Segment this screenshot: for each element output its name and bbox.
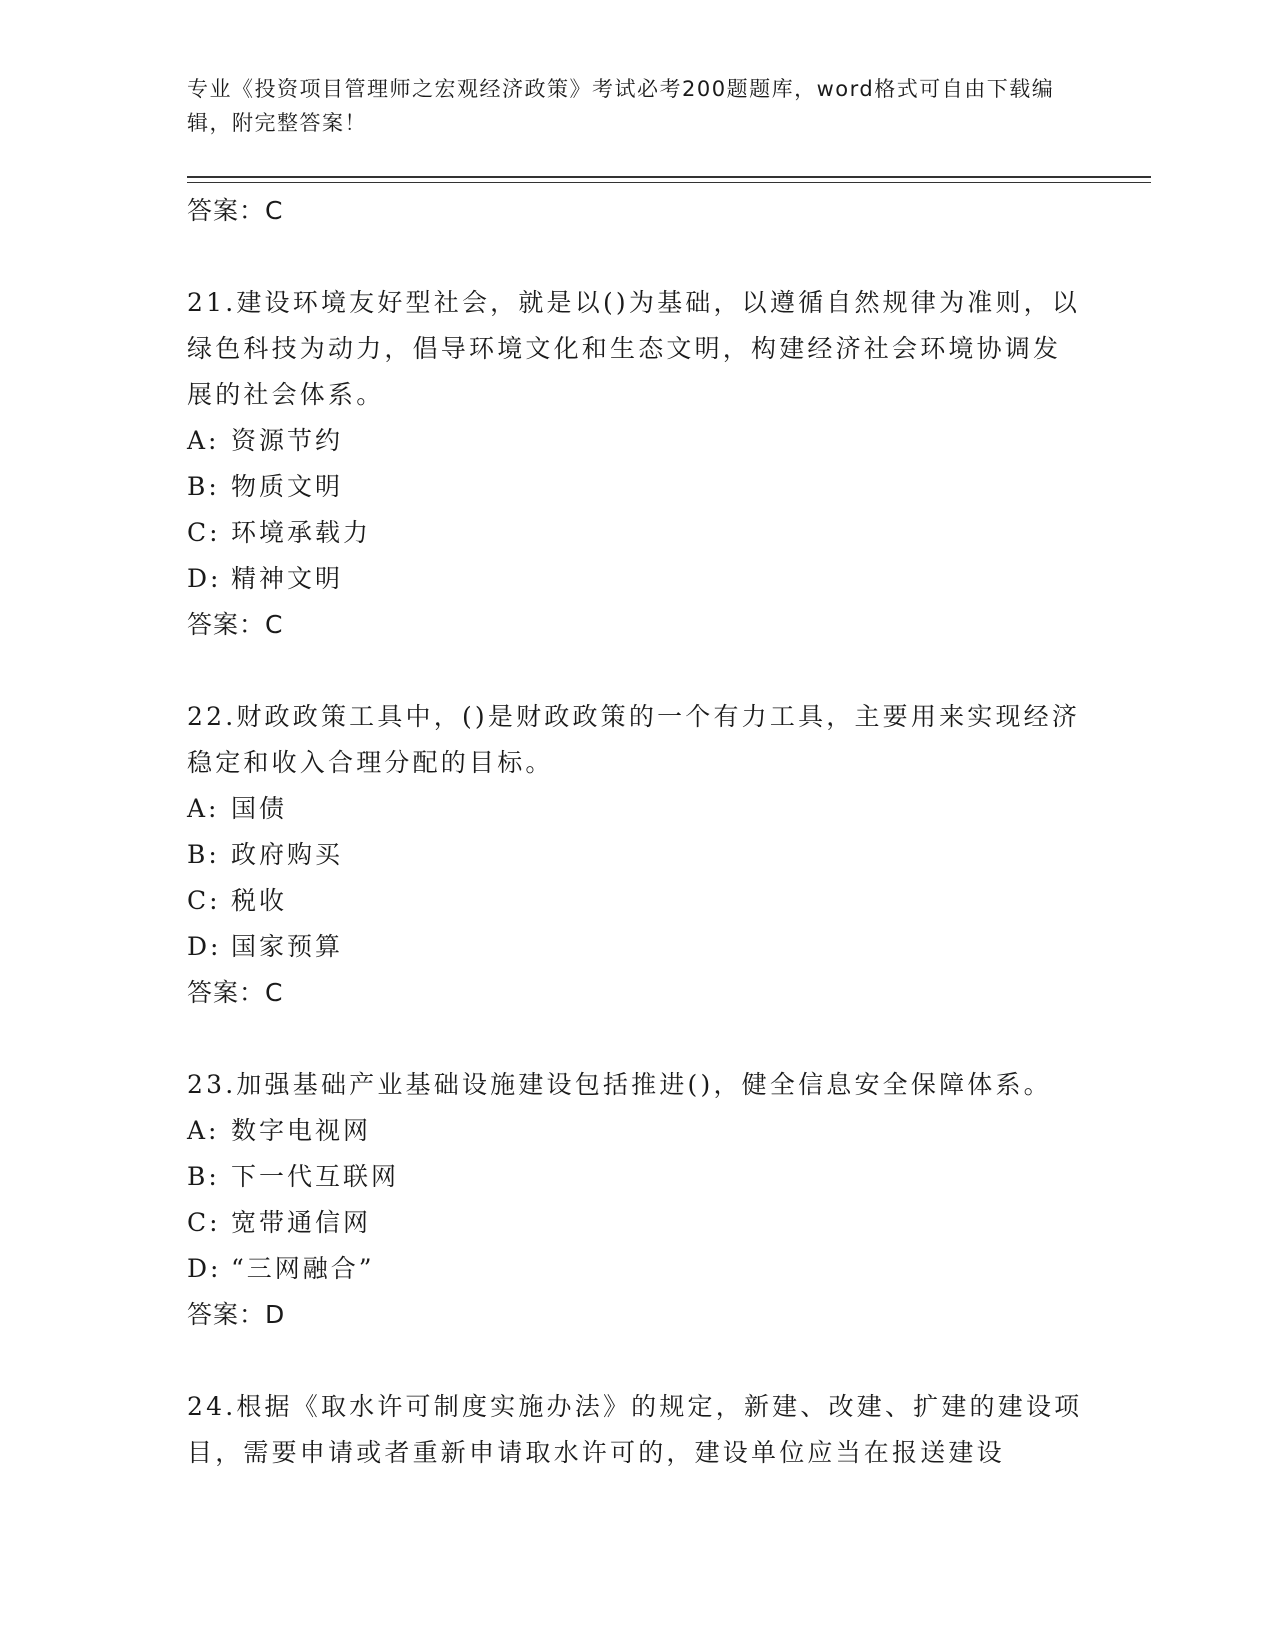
spacer	[187, 1338, 1087, 1384]
question-text: 22.财政政策工具中，()是财政政策的一个有力工具，主要用来实现经济稳定和收入合理分配的目标。	[187, 702, 1081, 777]
option-letter: B:	[187, 472, 220, 501]
question-23	[187, 1062, 1087, 1338]
option-d	[187, 1246, 1087, 1292]
option-text: 国家预算	[231, 932, 344, 961]
option-text: 国债	[231, 794, 288, 823]
option-a	[187, 418, 1087, 464]
previous-answer: 答案：C	[187, 196, 284, 225]
option-letter: B:	[187, 1162, 220, 1191]
spacer	[187, 234, 1087, 280]
option-letter: D:	[187, 1254, 222, 1283]
option-text: 资源节约	[231, 426, 344, 455]
option-letter: B:	[187, 840, 220, 869]
question-text: 21.建设环境友好型社会，就是以()为基础，以遵循自然规律为准则，以绿色科技为动力，倡导环境文化和生态文明，构建经济社会环境协调发展的社会体系。	[187, 288, 1081, 409]
option-text: 税收	[231, 886, 288, 915]
answer: 答案：D	[187, 1300, 286, 1329]
question-text: 24.根据《取水许可制度实施办法》的规定，新建、改建、扩建的建设项目，需要申请或者重新申请取水许可的，建设单位应当在报送建设	[187, 1392, 1083, 1467]
option-letter: A:	[187, 794, 220, 823]
option-text: “三网融合”	[231, 1254, 375, 1283]
option-letter: D:	[187, 564, 222, 593]
option-text: 下一代互联网	[231, 1162, 400, 1191]
question-21	[187, 280, 1087, 648]
option-letter: C:	[187, 518, 221, 547]
option-a	[187, 786, 1087, 832]
answer: 答案：C	[187, 978, 284, 1007]
option-letter: D:	[187, 932, 222, 961]
option-c	[187, 878, 1087, 924]
header-rule-thin	[187, 182, 1151, 183]
option-letter: C:	[187, 1208, 221, 1237]
document-header: 专业《投资项目管理师之宏观经济政策》考试必考200题题库，word格式可自由下载编辑，附完整答案！	[187, 77, 1055, 135]
header-rule-thick	[187, 176, 1151, 178]
spacer	[187, 1016, 1087, 1062]
question-list	[187, 188, 1087, 1476]
option-text: 政府购买	[231, 840, 344, 869]
option-text: 环境承载力	[231, 518, 372, 547]
option-letter: A:	[187, 1116, 220, 1145]
question-24	[187, 1384, 1087, 1476]
option-d	[187, 924, 1087, 970]
option-letter: A:	[187, 426, 220, 455]
option-d	[187, 556, 1087, 602]
option-c	[187, 1200, 1087, 1246]
option-letter: C:	[187, 886, 221, 915]
option-text: 物质文明	[231, 472, 344, 501]
question-22	[187, 694, 1087, 1016]
question-text: 23.加强基础产业基础设施建设包括推进()，健全信息安全保障体系。	[187, 1070, 1052, 1099]
option-text: 数字电视网	[231, 1116, 372, 1145]
option-b	[187, 1154, 1087, 1200]
option-c	[187, 510, 1087, 556]
option-b	[187, 464, 1087, 510]
answer: 答案：C	[187, 610, 284, 639]
option-b	[187, 832, 1087, 878]
option-text: 精神文明	[231, 564, 344, 593]
option-text: 宽带通信网	[231, 1208, 372, 1237]
spacer	[187, 648, 1087, 694]
option-a	[187, 1108, 1087, 1154]
